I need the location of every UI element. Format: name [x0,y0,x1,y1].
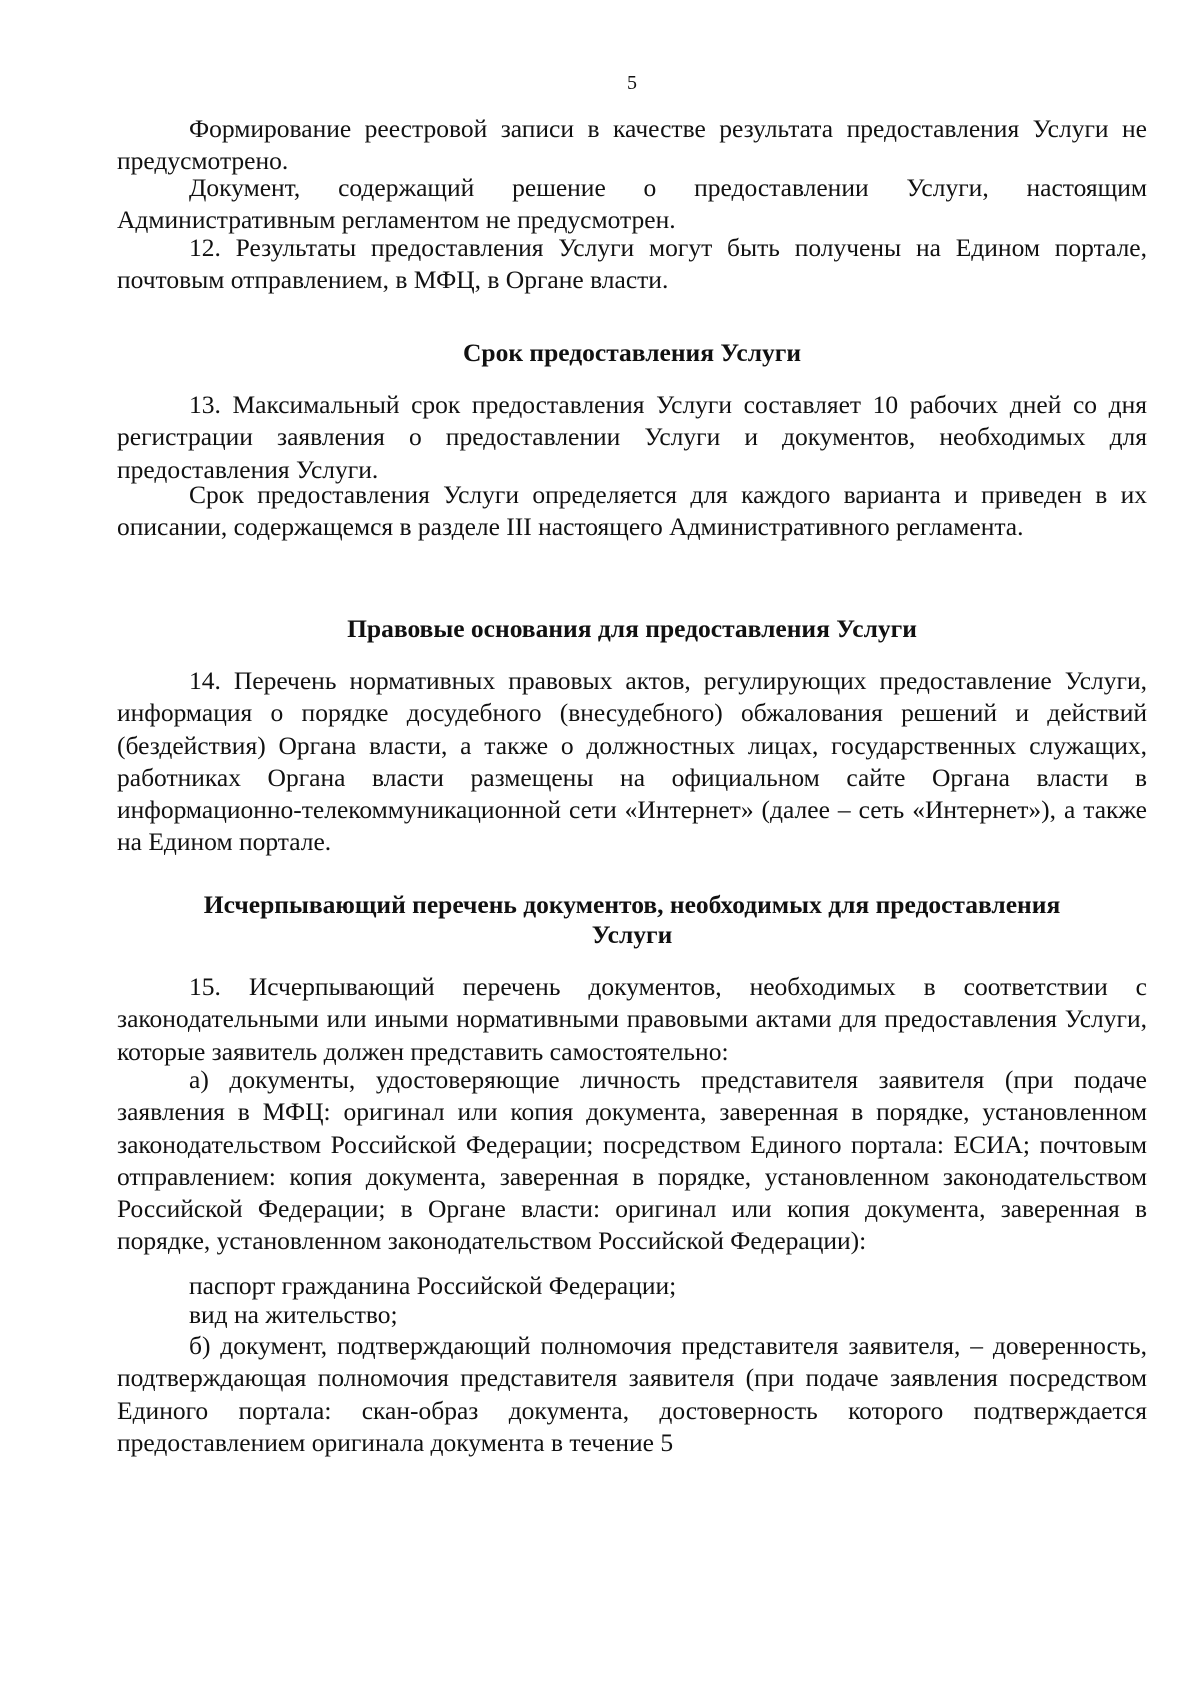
paragraph-12-results: 12. Результаты предоставления Услуги могут быть получены на Едином портале, почтовым отправлением, в МФЦ, в Органе власти. [117,233,1147,295]
paragraph-a-identity-documents: а) документы, удостоверяющие личность представителя заявителя (при подаче заявления в МФЦ: оригинал или копия документа, заверенная в порядке, установленном законодательством Российской Федерации; посредством Единого портала: ЕСИА; почтовым отправлением: копия документа, заверенная в порядке, установленном законодательством Российской Федерации; в Органе власти: оригинал или копия документа, заверенная в порядке, установленном законодательством Российской Федерации): [117,1065,1147,1256]
list-item-passport: паспорт гражданина Российской Федерации; [189,1271,677,1300]
paragraph-13-max-term: 13. Максимальный срок предоставления Услуги составляет 10 рабочих дней со дня регистрации заявления о предоставлении Услуги и документов, необходимых для предоставления Услуги. [117,390,1147,484]
paragraph-term-variants: Срок предоставления Услуги определяется для каждого варианта и приведен в их описании, содержащемся в разделе III настоящего Административного регламента. [117,480,1147,542]
page-number: 5 [627,72,637,94]
paragraph-14-legal-acts: 14. Перечень нормативных правовых актов, регулирующих предоставление Услуги, информация о порядке досудебного (внесудебного) обжалования решений и действий (бездействия) Органа власти, а также о должностных лицах, государственных служащих, работниках Органа власти размещены на официальном сайте Органа власти в информационно-телекоммуникационной сети «Интернет» (далее – сеть «Интернет»), а также на Едином портале. [117,666,1147,857]
heading-documents-list-line2: Услуги [591,920,673,949]
paragraph-registry-record: Формирование реестровой записи в качестве результата предоставления Услуги не предусмотрено. [117,114,1147,176]
paragraph-b-authority-document: б) документ, подтверждающий полномочия представителя заявителя, – доверенность, подтверждающая полномочия представителя заявителя (при подаче заявления посредством Единого портала: скан-образ документа, достоверность которого подтверждается предоставлением оригинала документа в течение 5 [117,1331,1147,1457]
paragraph-15-documents: 15. Исчерпывающий перечень документов, необходимых в соответствии с законодательными или иными нормативными правовыми актами для предоставления Услуги, которые заявитель должен представить самостоятельно: [117,972,1147,1066]
list-item-residence-permit: вид на жительство; [189,1300,398,1329]
paragraph-decision-document: Документ, содержащий решение о предоставлении Услуги, настоящим Административным регламентом не предусмотрен. [117,173,1147,235]
heading-documents-list: Исчерпывающий перечень документов, необходимых для предоставления [203,890,1061,919]
heading-legal-basis: Правовые основания для предоставления Услуги [347,614,917,643]
heading-service-term: Срок предоставления Услуги [462,338,802,367]
